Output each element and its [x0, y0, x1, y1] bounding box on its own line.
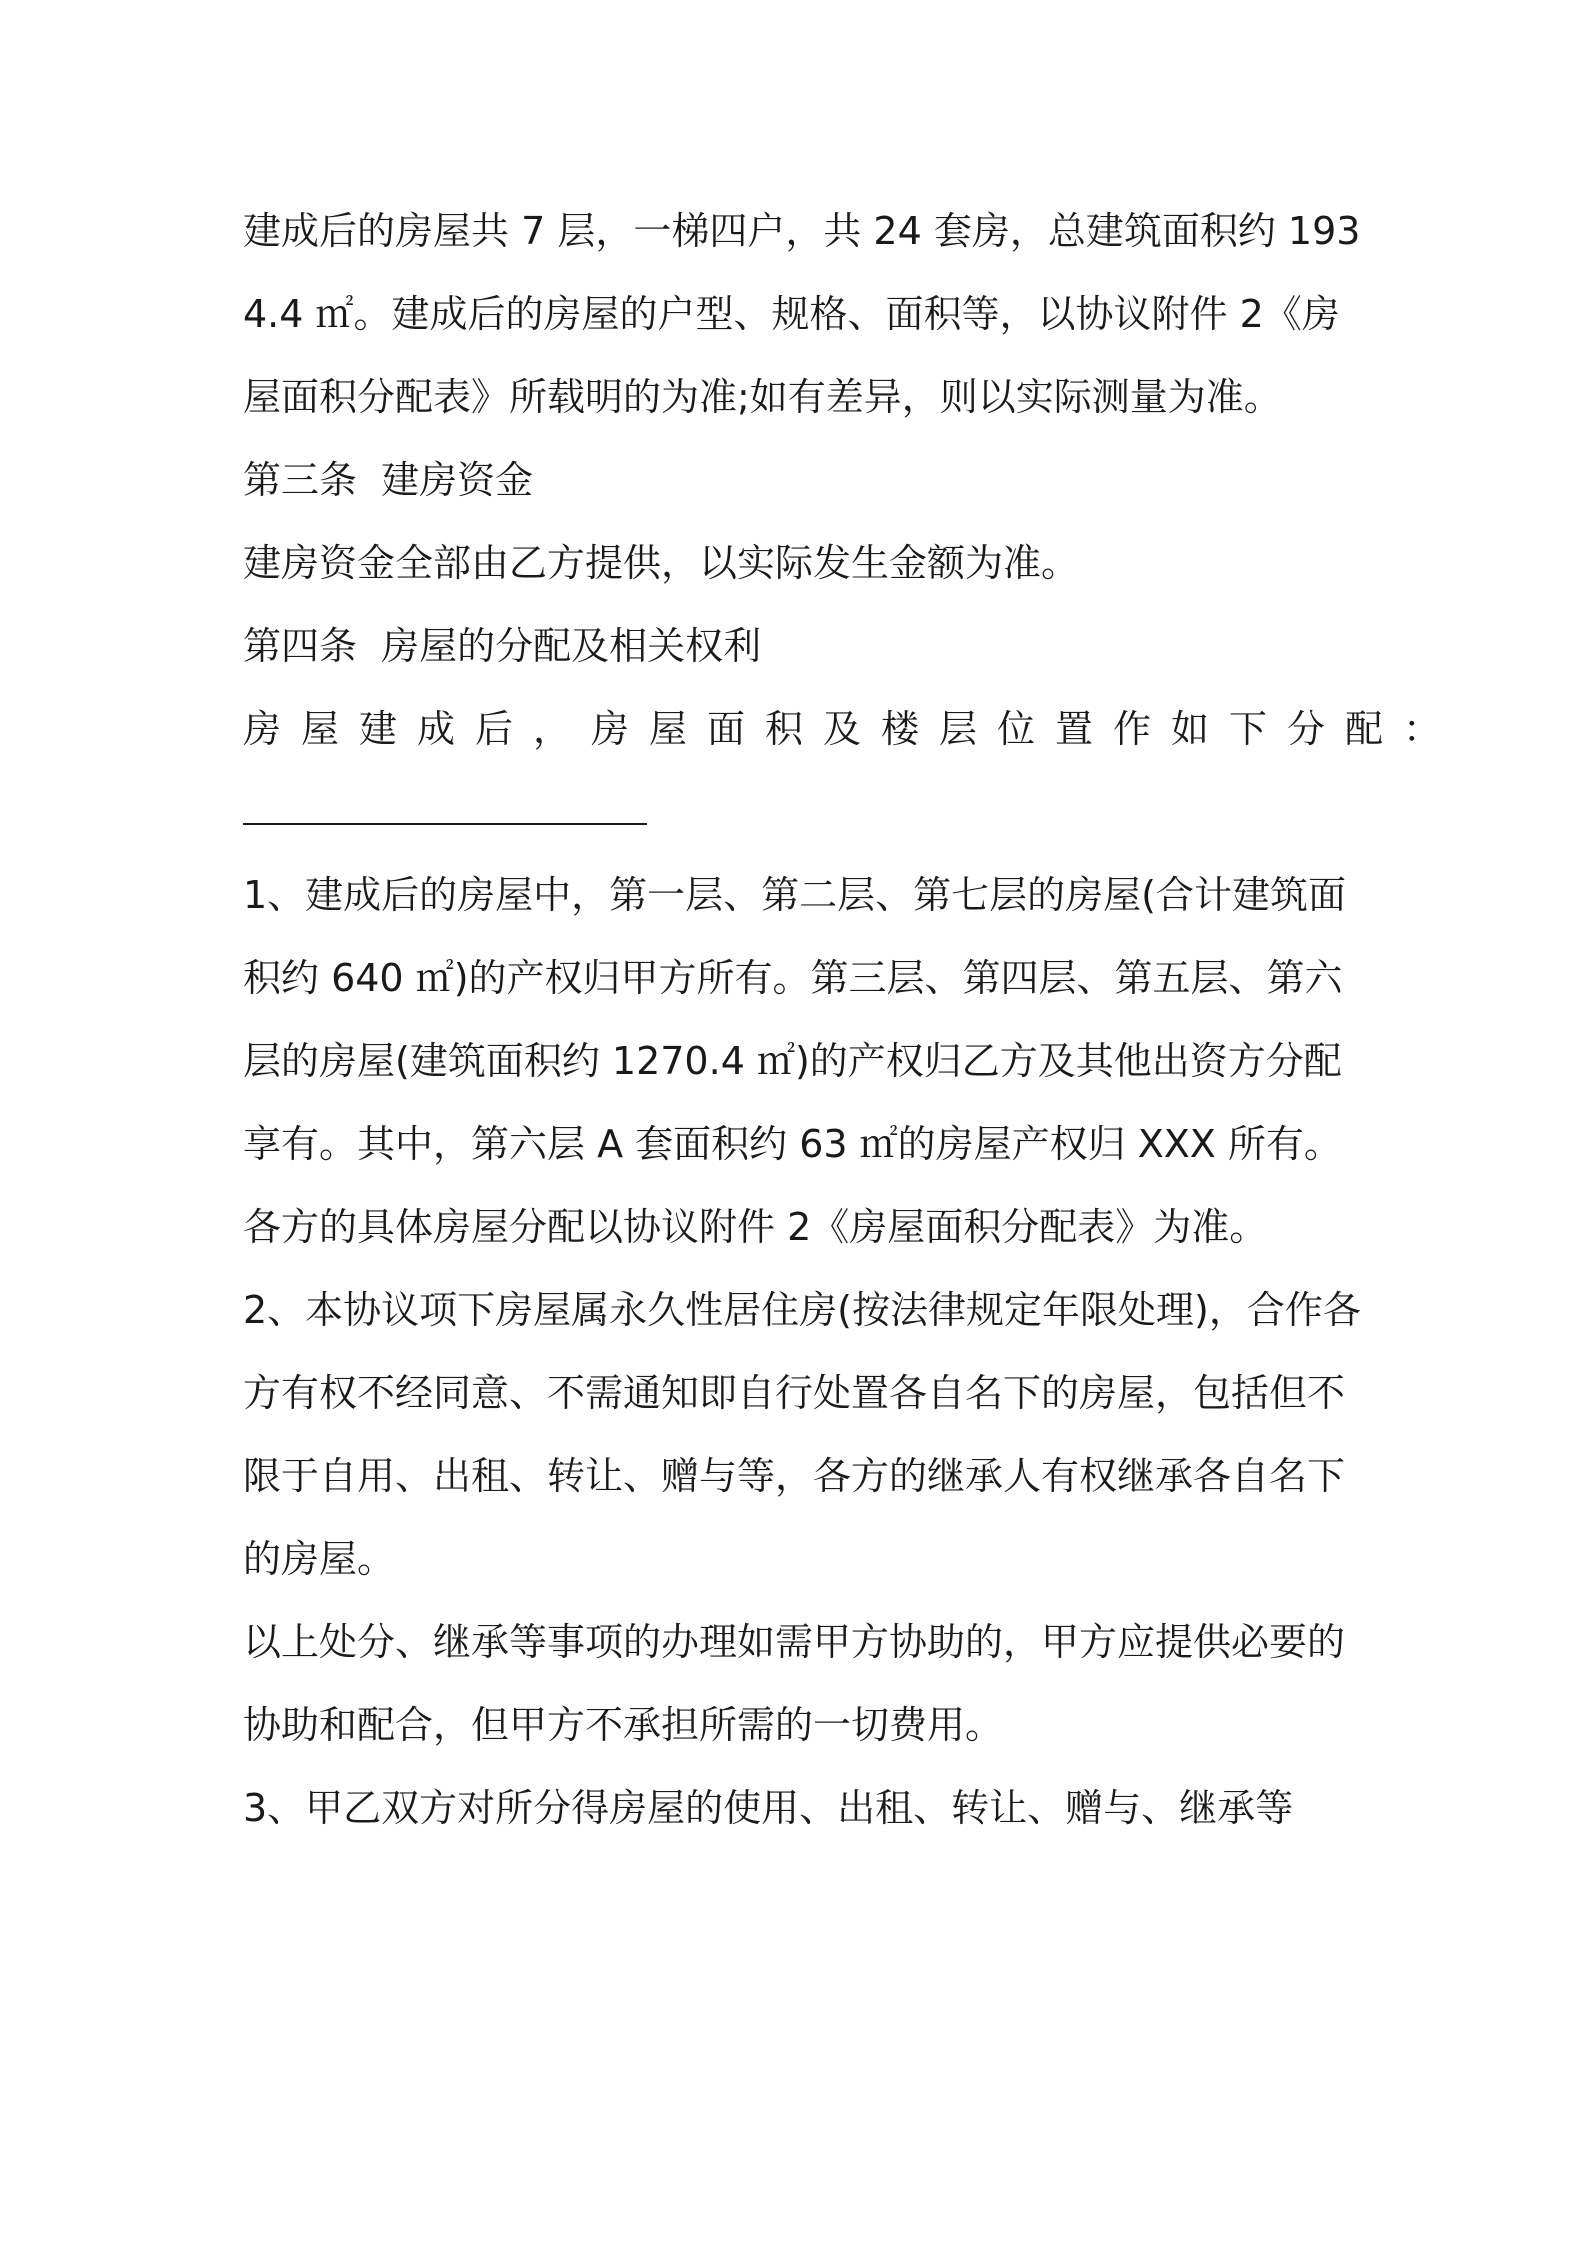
paragraph-building-funds: 建房资金全部由乙方提供，以实际发生金额为准。	[243, 541, 1080, 585]
paragraph-allocation-intro: 房屋建成后，房屋面积及楼层位置作如下分配：	[243, 707, 1462, 751]
paragraph-assistance: 以上处分、继承等事项的办理如需甲方协助的，甲方应提供必要的协助和配合，但甲方不承担所需的一切费用。	[243, 1620, 1346, 1747]
document-body	[243, 190, 1462, 1850]
blank-underline	[243, 823, 647, 825]
article-3-heading: 第三条 建房资金	[243, 458, 534, 502]
paragraph-clause-2: 2、本协议项下房屋属永久性居住房(按法律规定年限处理)，合作各方有权不经同意、不需通知即自行处置各自名下的房屋，包括但不限于自用、出租、转让、赠与等，各方的继承人有权继承各自名下的房屋。	[243, 1288, 1361, 1581]
blank-fill-line	[243, 771, 1363, 854]
paragraph-allocation-reference: 各方的具体房屋分配以协议附件 2《房屋面积分配表》为准。	[243, 1205, 1268, 1249]
article-4-heading: 第四条 房屋的分配及相关权利	[243, 624, 762, 668]
paragraph-clause-1: 1、建成后的房屋中，第一层、第二层、第七层的房屋(合计建筑面积约 640 ㎡)的产权归甲方所有。第三层、第四层、第五层、第六层的房屋(建筑面积约 1270.4 ㎡)的产权归乙方及其他出资方分配享有。其中，第六层 A 套面积约 63 ㎡的房屋产权归 XXX 所有。	[243, 873, 1347, 1166]
paragraph-clause-3: 3、甲乙双方对所分得房屋的使用、出租、转让、赠与、继承等	[243, 1786, 1294, 1830]
paragraph-building-description: 建成后的房屋共 7 层，一梯四户，共 24 套房，总建筑面积约 1934.4 ㎡。建成后的房屋的户型、规格、面积等，以协议附件 2《房屋面积分配表》所载明的为准;如有差异，则以实际测量为准。	[243, 209, 1361, 419]
